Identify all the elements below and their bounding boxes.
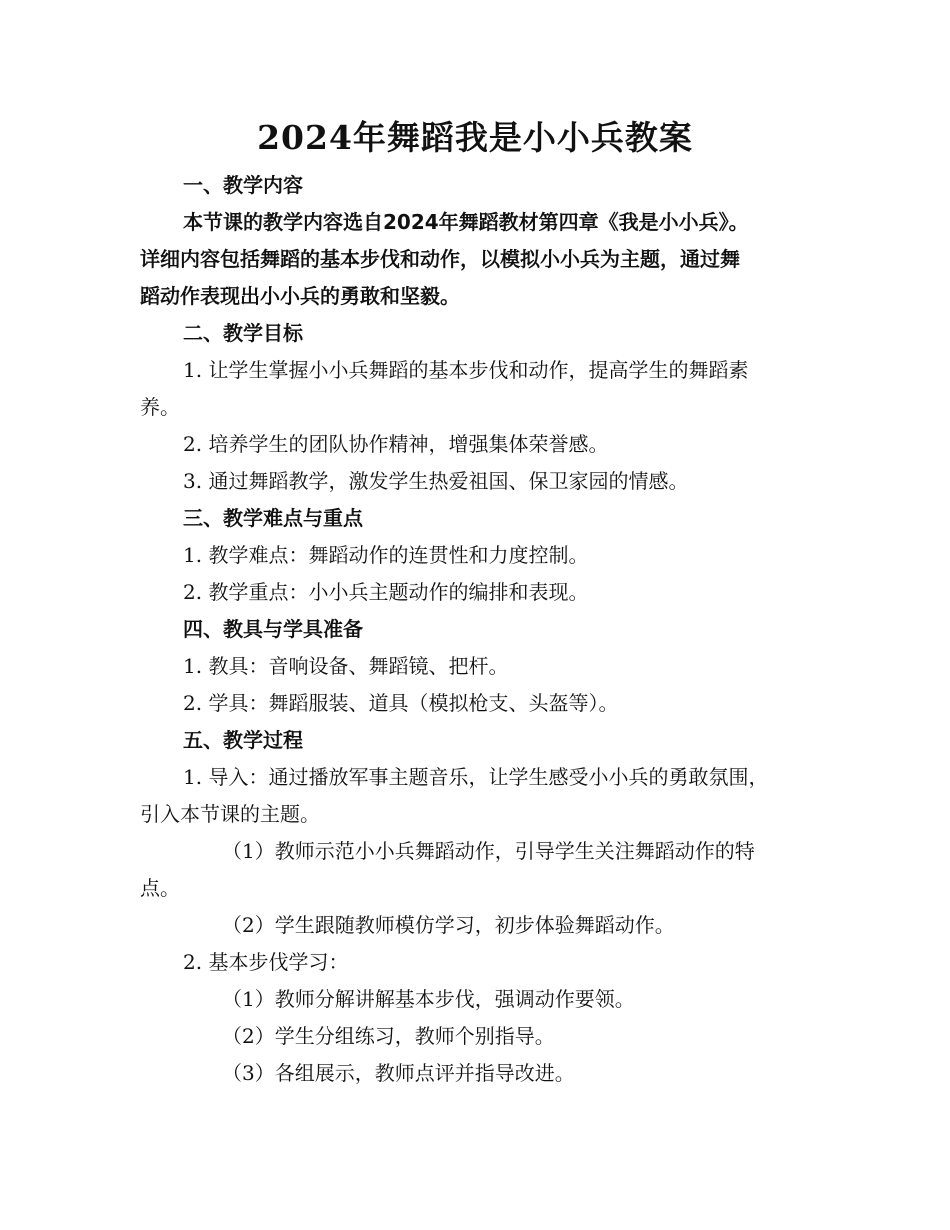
process-subitem-2-1: （1）教师分解讲解基本步伐，强调动作要领。 xyxy=(222,987,635,1011)
section-heading-content: 一、教学内容 xyxy=(183,173,303,197)
section-heading-materials: 四、教具与学具准备 xyxy=(183,617,363,641)
process-subitem-2-2: （2）学生分组练习，教师个别指导。 xyxy=(222,1024,555,1048)
goal-item-2: 2. 培养学生的团队协作精神，增强集体荣誉感。 xyxy=(183,432,609,456)
process-subitem-1-2: （2）学生跟随教师模仿学习，初步体验舞蹈动作。 xyxy=(222,913,675,937)
process-item-2: 2. 基本步伐学习： xyxy=(183,950,349,974)
keypoint-item-2: 2. 教学重点：小小兵主题动作的编排和表现。 xyxy=(183,580,589,604)
materials-item-2: 2. 学具：舞蹈服装、道具（模拟枪支、头盔等）。 xyxy=(183,691,619,715)
process-item-1-cont: 引入本节课的主题。 xyxy=(140,802,320,826)
process-subitem-1-1-cont: 点。 xyxy=(140,876,180,900)
content-paragraph-line-2: 详细内容包括舞蹈的基本步伐和动作，以模拟小小兵为主题，通过舞 xyxy=(140,247,740,271)
keypoint-item-1: 1. 教学难点：舞蹈动作的连贯性和力度控制。 xyxy=(183,543,589,567)
content-paragraph-line-3: 蹈动作表现出小小兵的勇敢和坚毅。 xyxy=(140,284,460,308)
section-heading-keypoints: 三、教学难点与重点 xyxy=(183,506,363,530)
goal-item-1-cont: 养。 xyxy=(140,395,180,419)
section-heading-process: 五、教学过程 xyxy=(183,728,303,752)
goal-item-3: 3. 通过舞蹈教学，激发学生热爱祖国、保卫家园的情感。 xyxy=(183,469,689,493)
materials-item-1: 1. 教具：音响设备、舞蹈镜、把杆。 xyxy=(183,654,509,678)
process-subitem-2-3: （3）各组展示，教师点评并指导改进。 xyxy=(222,1061,575,1085)
process-subitem-1-1: （1）教师示范小小兵舞蹈动作，引导学生关注舞蹈动作的特 xyxy=(222,839,755,863)
content-paragraph-line-1: 本节课的教学内容选自2024年舞蹈教材第四章《我是小小兵》。 xyxy=(183,210,749,234)
process-item-1: 1. 导入：通过播放军事主题音乐，让学生感受小小兵的勇敢氛围， xyxy=(183,765,769,789)
section-heading-goals: 二、教学目标 xyxy=(183,321,303,345)
document-title: 2024年舞蹈我是小小兵教案 xyxy=(257,118,693,157)
goal-item-1: 1. 让学生掌握小小兵舞蹈的基本步伐和动作，提高学生的舞蹈素 xyxy=(183,358,749,382)
